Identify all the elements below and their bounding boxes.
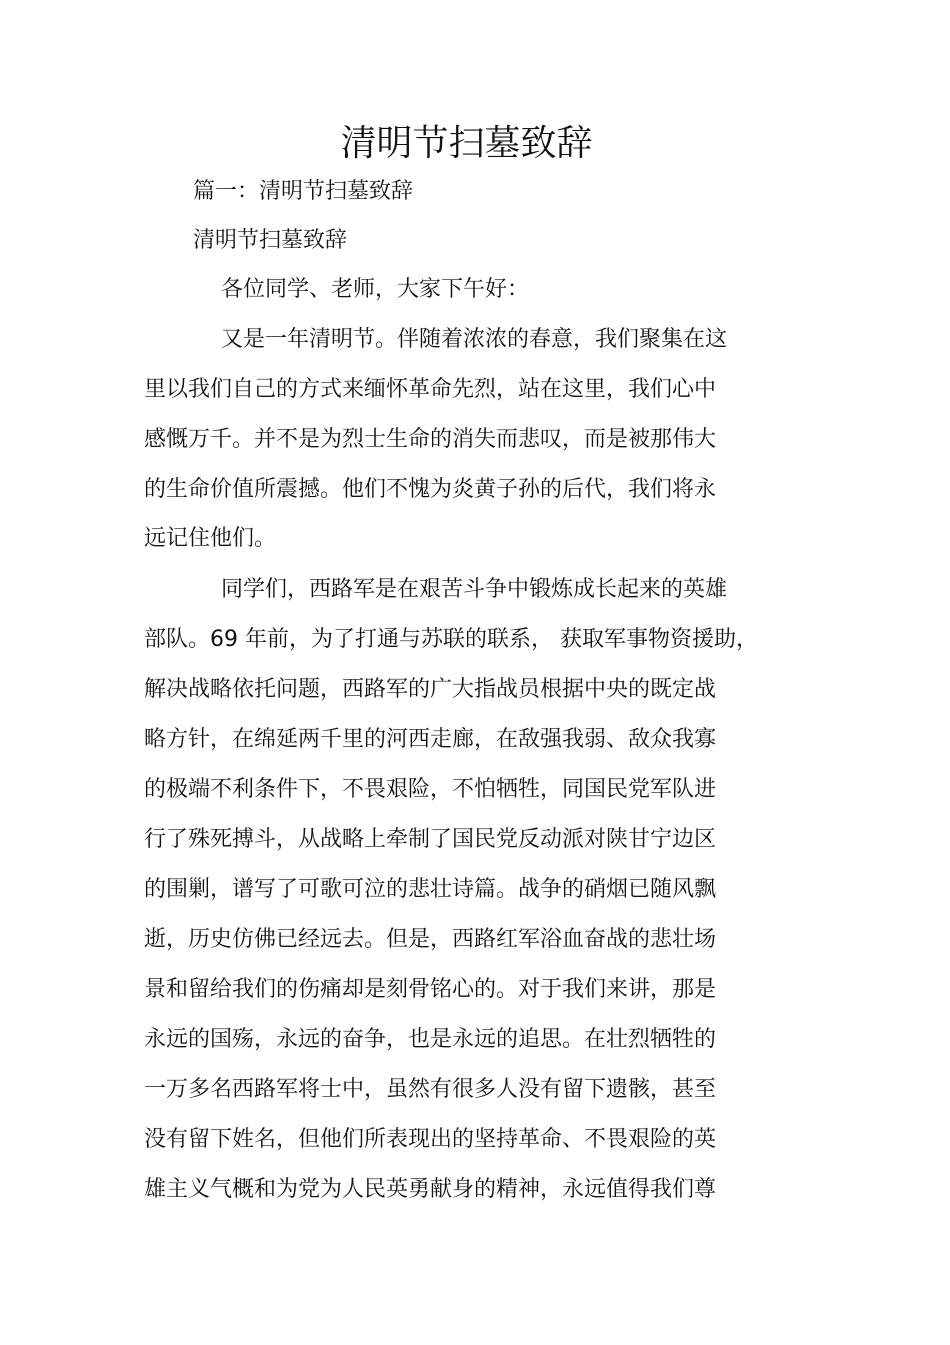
paragraph-line: 逝，历史仿佛已经远去。但是，西路红军浴血奋战的悲壮场 xyxy=(144,927,717,952)
paragraph-line: 同学们，西路军是在艰苦斗争中锻炼成长起来的英雄 xyxy=(221,577,728,602)
paragraph-line: 感慨万千。并不是为烈士生命的消失而悲叹，而是被那伟大 xyxy=(144,427,717,452)
section-heading: 篇一：清明节扫墓致辞 xyxy=(193,179,414,204)
paragraph-line: 又是一年清明节。伴随着浓浓的春意，我们聚集在这 xyxy=(221,327,728,352)
paragraph-line: 略方针，在绵延两千里的河西走廊，在敌强我弱、敌众我寡 xyxy=(144,727,717,752)
paragraph-line: 解决战略依托问题，西路军的广大指战员根据中央的既定战 xyxy=(144,677,717,702)
subheading: 清明节扫墓致辞 xyxy=(193,228,348,253)
greeting: 各位同学、老师，大家下午好： xyxy=(221,277,530,302)
paragraph-line: 里以我们自己的方式来缅怀革命先烈，站在这里，我们心中 xyxy=(144,377,717,402)
paragraph-line: 没有留下姓名，但他们所表现出的坚持革命、不畏艰险的英 xyxy=(144,1127,717,1152)
paragraph-line: 的生命价值所震撼。他们不愧为炎黄子孙的后代，我们将永 xyxy=(144,477,717,502)
paragraph-line: 的极端不利条件下，不畏艰险，不怕牺牲，同国民党军队进 xyxy=(144,777,717,802)
paragraph-line: 永远的国殇，永远的奋争，也是永远的追思。在壮烈牺牲的 xyxy=(144,1027,717,1052)
paragraph-line: 行了殊死搏斗，从战略上牵制了国民党反动派对陕甘宁边区 xyxy=(144,827,717,852)
paragraph-line: 一万多名西路军将士中，虽然有很多人没有留下遗骸，甚至 xyxy=(144,1077,717,1102)
paragraph-line: 远记住他们。 xyxy=(144,526,277,551)
paragraph-line: 部队。69 年前，为了打通与苏联的联系， 获取军事物资援助， xyxy=(144,627,758,652)
paragraph-line: 雄主义气概和为党为人民英勇献身的精神，永远值得我们尊 xyxy=(144,1177,717,1202)
paragraph-line: 景和留给我们的伤痛却是刻骨铭心的。对于我们来讲，那是 xyxy=(144,977,717,1002)
paragraph-line: 的围剿，谱写了可歌可泣的悲壮诗篇。战争的硝烟已随风飘 xyxy=(144,877,717,902)
document-title: 清明节扫墓致辞 xyxy=(340,123,593,164)
